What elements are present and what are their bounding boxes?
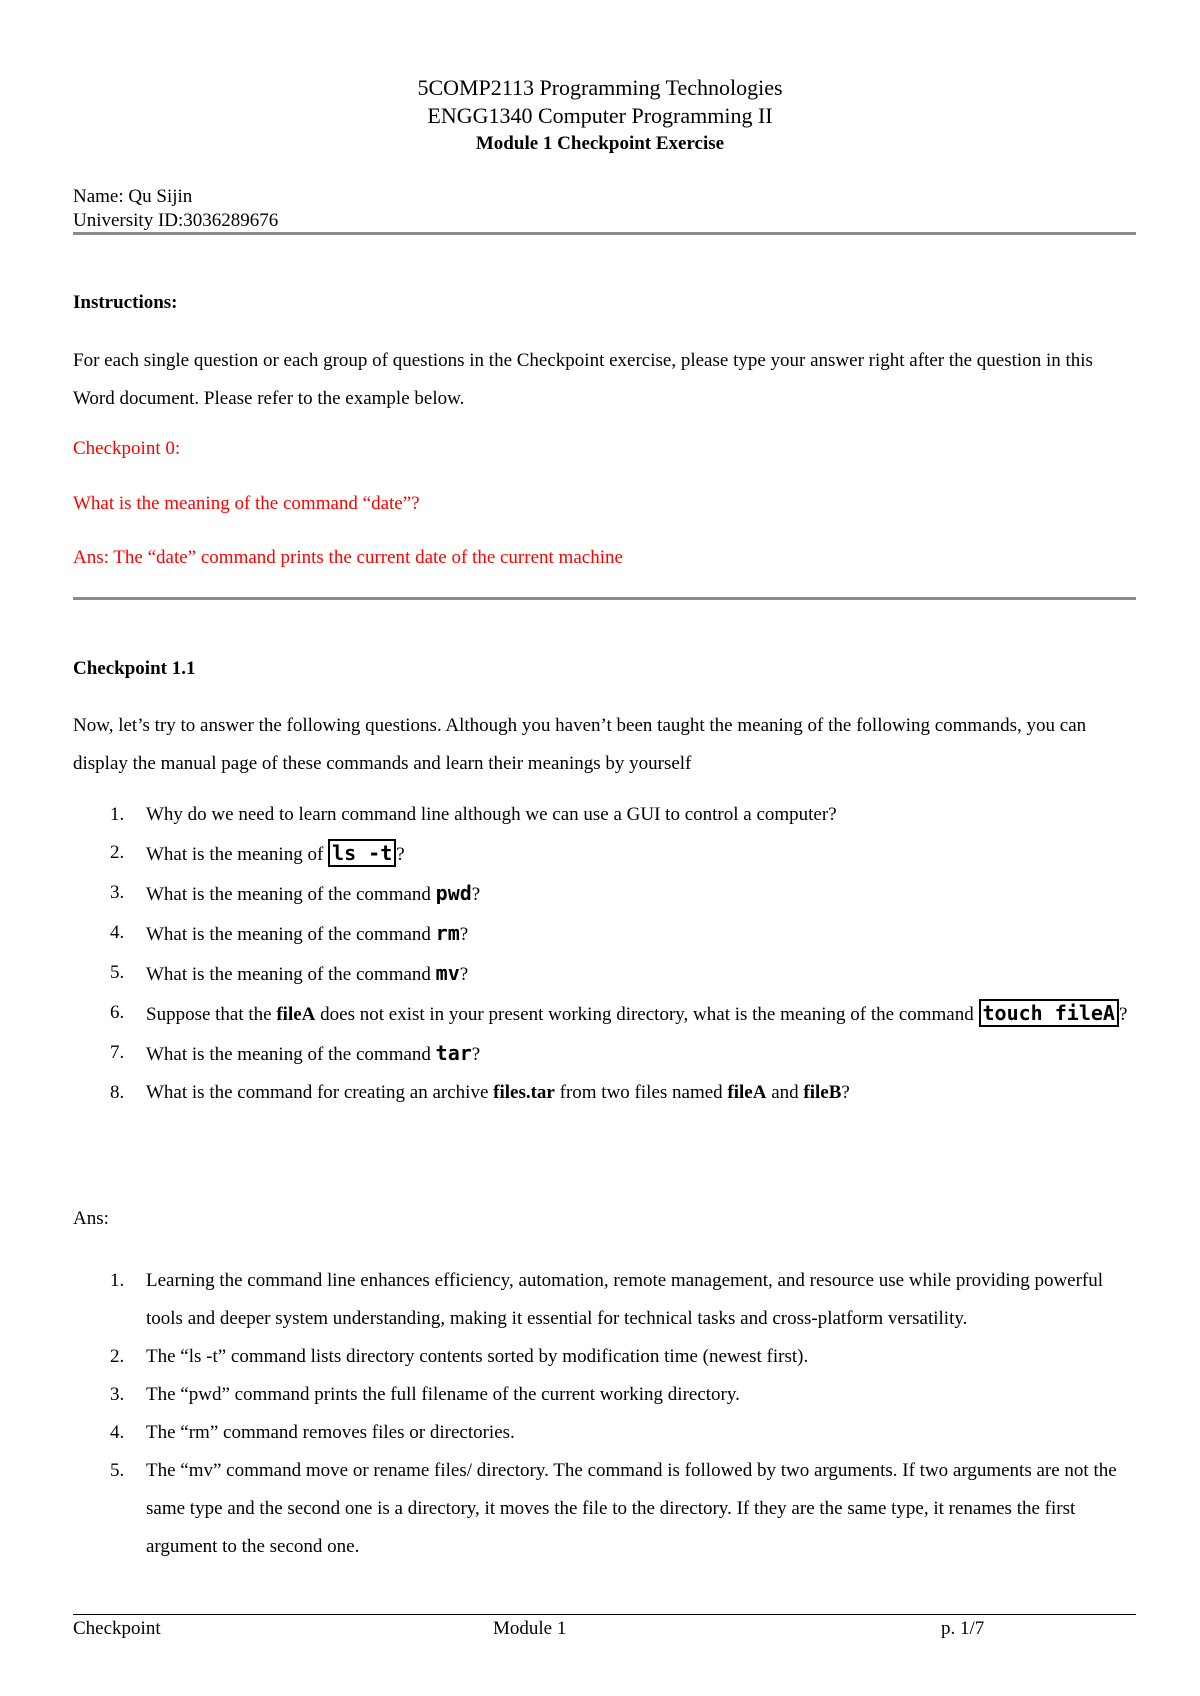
example-question: What is the meaning of the command “date”?	[73, 493, 420, 514]
answer-text: The “rm” command removes files or directories.	[146, 1422, 515, 1443]
command-code: pwd	[435, 881, 472, 905]
page-footer	[73, 1618, 1136, 1644]
question-item-6	[73, 994, 1136, 1034]
answer-number: 1.	[110, 1270, 125, 1291]
course-title-comp2113: 5COMP2113 Programming Technologies	[417, 75, 783, 100]
answer-text: Learning the command line enhances efficiency, automation, remote management, and resource use while providing powerful tools and deeper system understanding, making it essential for technical tasks and cross-platform versatility.	[146, 1270, 1104, 1329]
checkpoint-1-1-intro: Now, let’s try to answer the following questions. Although you haven’t been taught the meaning of the following commands, you can display the manual page of these commands and learn their meanings by yourself	[73, 715, 1087, 774]
footer-divider	[73, 1614, 1136, 1615]
answer-item-4	[73, 1414, 1136, 1452]
question-suffix: ?	[1118, 1004, 1128, 1025]
footer-center: Module 1	[493, 1618, 567, 1639]
question-list	[73, 796, 1136, 1112]
answer-number: 5.	[110, 1460, 125, 1481]
question-item-3	[73, 874, 1136, 914]
answer-item-1	[73, 1262, 1136, 1338]
answer-list	[73, 1262, 1136, 1566]
student-id-line	[73, 209, 278, 233]
question-suffix: ?	[471, 884, 481, 905]
question-item-8	[73, 1074, 1136, 1112]
question-number: 8.	[110, 1082, 125, 1103]
question-item-2	[73, 834, 1136, 874]
divider-middle	[73, 597, 1136, 600]
student-name-line	[73, 185, 278, 209]
page-number: p. 1/7	[941, 1618, 985, 1639]
example-checkpoint-label: Checkpoint 0:	[73, 438, 181, 459]
command-code: touch fileA	[979, 999, 1119, 1027]
name-value: Qu Sijin	[128, 186, 193, 207]
answer-item-5	[73, 1452, 1136, 1566]
question-number: 3.	[110, 882, 125, 903]
id-value: 3036289676	[183, 210, 279, 231]
answer-number: 3.	[110, 1384, 125, 1405]
answer-text: The “mv” command move or rename files/ directory. The command is followed by two arguments. If two arguments are not the same type and the second one is a directory, it moves the file to the directory. If they are the same type, it renames the first argument to the second one.	[146, 1460, 1117, 1557]
file-name: fileA	[727, 1082, 767, 1103]
question-text-cont: from two files named	[554, 1082, 728, 1103]
question-number: 1.	[110, 804, 125, 825]
question-text: What is the command for creating an archive	[146, 1082, 494, 1103]
example-answer: Ans: The “date” command prints the current date of the current machine	[73, 547, 623, 568]
footer-left: Checkpoint	[73, 1618, 161, 1639]
question-item-4	[73, 914, 1136, 954]
question-number: 4.	[110, 922, 125, 943]
question-number: 7.	[110, 1042, 125, 1063]
question-number: 6.	[110, 1002, 125, 1023]
question-text: What is the meaning of the command	[146, 964, 436, 985]
checkpoint-1-1-heading: Checkpoint 1.1	[73, 658, 196, 679]
question-suffix: ?	[459, 924, 469, 945]
command-code: mv	[435, 961, 460, 985]
course-title-engg1340: ENGG1340 Computer Programming II	[427, 103, 773, 128]
name-label: Name:	[73, 186, 129, 207]
divider-top	[73, 232, 1136, 235]
instructions-heading: Instructions:	[73, 292, 178, 313]
question-text: Suppose that the	[146, 1004, 277, 1025]
question-suffix: ?	[471, 1044, 481, 1065]
command-code: tar	[435, 1041, 472, 1065]
question-text: What is the meaning of the command	[146, 884, 436, 905]
question-item-5	[73, 954, 1136, 994]
question-suffix: ?	[841, 1082, 850, 1103]
question-text: What is the meaning of the command	[146, 1044, 436, 1065]
document-header	[0, 0, 1200, 158]
answer-text: The “ls -t” command lists directory contents sorted by modification time (newest first).	[146, 1346, 809, 1367]
file-name: fileB	[803, 1082, 842, 1103]
question-number: 2.	[110, 842, 125, 863]
question-text: Why do we need to learn command line although we can use a GUI to control a computer?	[146, 804, 837, 825]
question-text: What is the meaning of the command	[146, 924, 436, 945]
answer-item-3	[73, 1376, 1136, 1414]
file-name: files.tar	[493, 1082, 555, 1103]
answer-number: 4.	[110, 1422, 125, 1443]
question-number: 5.	[110, 962, 125, 983]
answers-label: Ans:	[73, 1208, 109, 1229]
question-suffix: ?	[459, 964, 469, 985]
file-name: fileA	[276, 1004, 316, 1025]
instructions-text: For each single question or each group of questions in the Checkpoint exercise, please type your answer right after the question in this Word document. Please refer to the example below.	[73, 350, 1093, 409]
question-text: What is the meaning of	[146, 844, 329, 865]
module-title: Module 1 Checkpoint Exercise	[475, 133, 725, 154]
question-text-cont: does not exist in your present working directory, what is the meaning of the command	[315, 1004, 979, 1025]
answer-text: The “pwd” command prints the full filename of the current working directory.	[146, 1384, 740, 1405]
question-text-and: and	[766, 1082, 804, 1103]
command-code: ls -t	[328, 839, 396, 867]
answer-number: 2.	[110, 1346, 125, 1367]
command-code: rm	[435, 921, 460, 945]
id-label: University ID:	[73, 210, 184, 231]
question-suffix: ?	[396, 844, 405, 865]
student-info	[73, 185, 278, 233]
question-item-7	[73, 1034, 1136, 1074]
question-item-1	[73, 796, 1136, 834]
answer-item-2	[73, 1338, 1136, 1376]
